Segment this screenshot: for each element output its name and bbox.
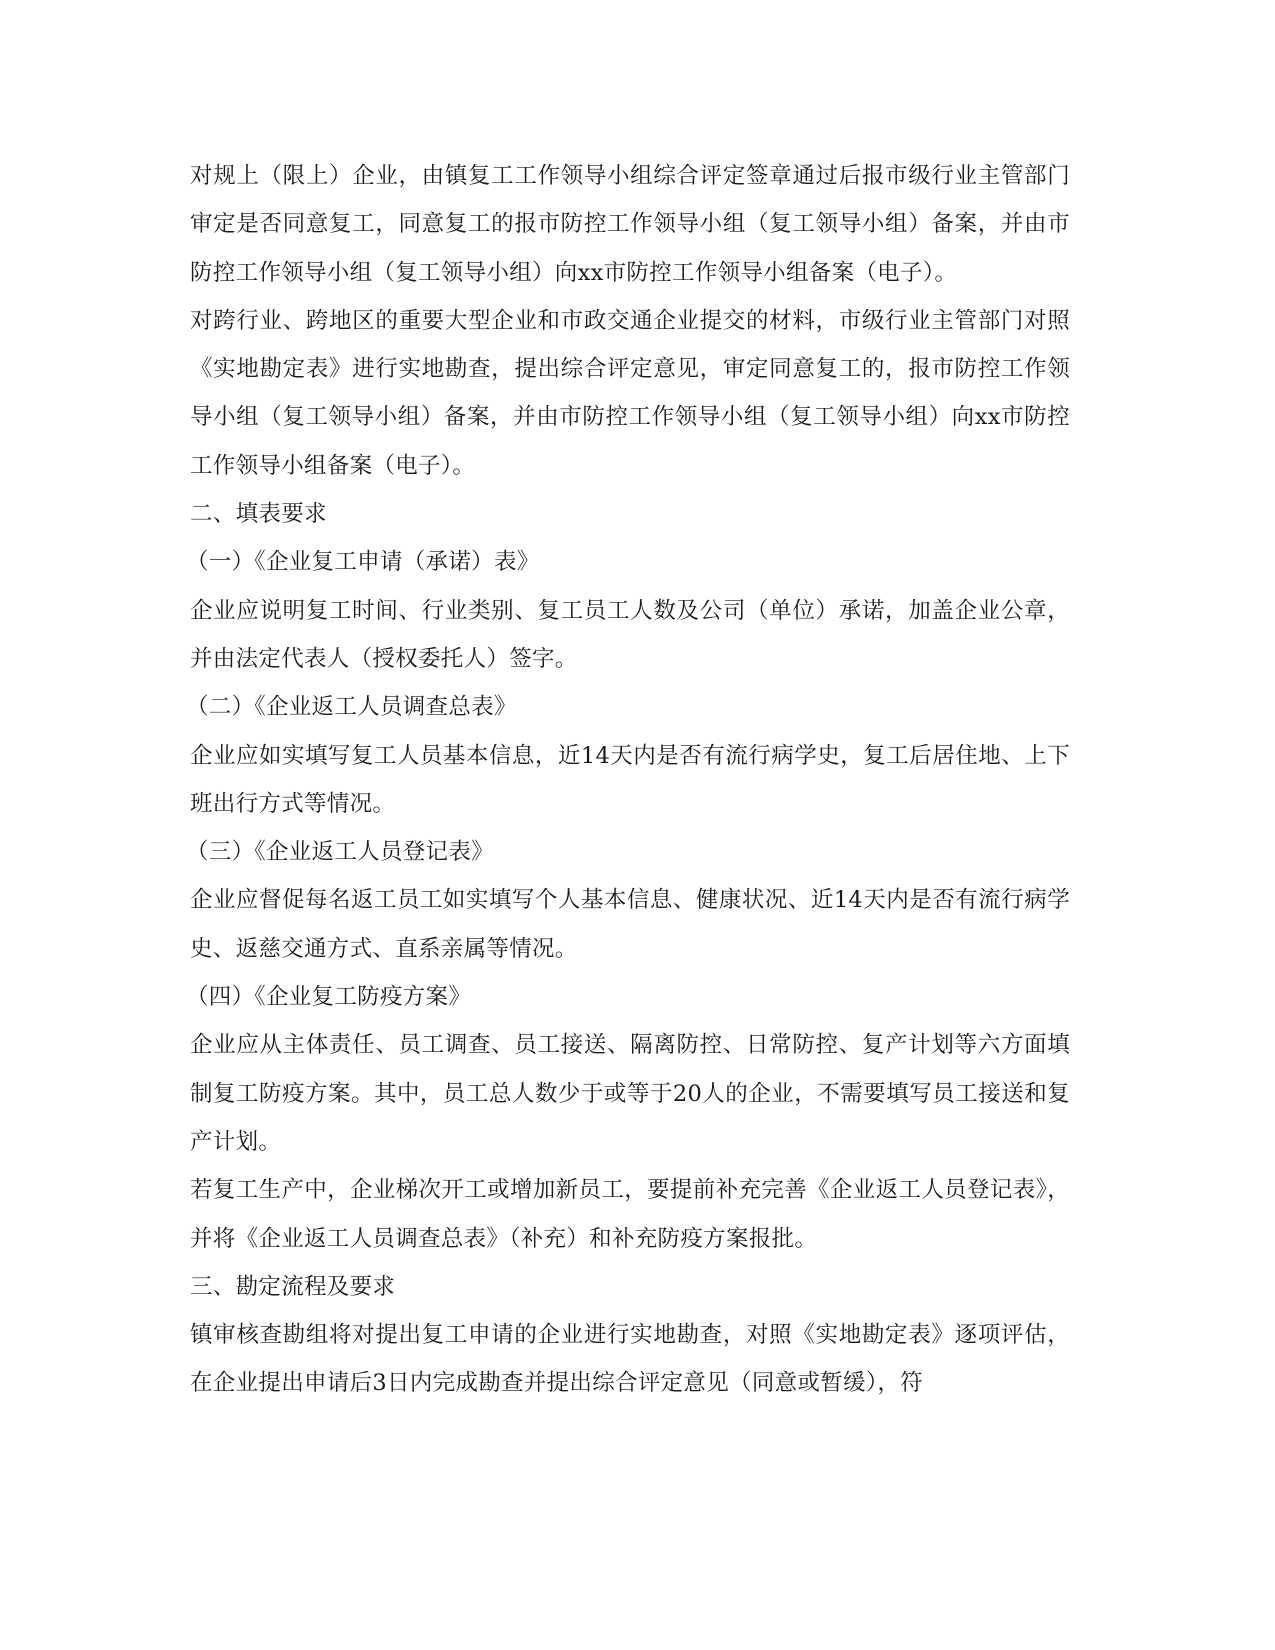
document-body [186,152,1070,1408]
section-heading-form-requirements: 二、填表要求 [190,501,327,528]
paragraph-survey-summary: 企业应如实填写复工人员基本信息，近14天内是否有流行病学史，复工后居住地、上下班出行方式等情况。 [190,742,1070,817]
paragraph-approval-cross-industry: 对跨行业、跨地区的重要大型企业和市政交通企业提交的材料，市级行业主管部门对照《实地勘定表》进行实地勘查，提出综合评定意见，审定同意复工的，报市防控工作领导小组（复工领导小组）备案，并由市防控工作领导小组（复工领导小组）向xx市防控工作领导小组备案（电子）。 [190,307,1070,479]
paragraph-registration-form: 企业应督促每名返工员工如实填写个人基本信息、健康状况、近14天内是否有流行病学史、返慈交通方式、直系亲属等情况。 [190,887,1070,962]
subheading-application-form: （一）《企业复工申请（承诺）表》 [186,549,540,576]
subheading-epidemic-plan: （四）《企业复工防疫方案》 [186,984,472,1011]
paragraph-supplementary: 若复工生产中，企业梯次开工或增加新员工，要提前补充完善《企业返工人员登记表》，并将《企业返工人员调查总表》（补充）和补充防疫方案报批。 [190,1177,1070,1252]
paragraph-epidemic-plan: 企业应从主体责任、员工调查、员工接送、隔离防控、日常防控、复产计划等六方面填制复工防疫方案。其中，员工总人数少于或等于20人的企业，不需要填写员工接送和复产计划。 [190,1032,1070,1155]
subheading-survey-summary: （二）《企业返工人员调查总表》 [186,694,517,721]
paragraph-application-form: 企业应说明复工时间、行业类别、复工员工人数及公司（单位）承诺，加盖企业公章，并由法定代表人（授权委托人）签字。 [190,597,1070,672]
section-heading-inspection-process: 三、勘定流程及要求 [190,1273,396,1300]
paragraph-approval-regular-enterprises: 对规上（限上）企业，由镇复工工作领导小组综合评定签章通过后报市级行业主管部门审定是否同意复工，同意复工的报市防控工作领导小组（复工领导小组）备案，并由市防控工作领导小组（复工领导小组）向xx市防控工作领导小组备案（电子）。 [190,163,1070,286]
paragraph-inspection-process: 镇审核查勘组将对提出复工申请的企业进行实地勘查，对照《实地勘定表》逐项评估，在企业提出申请后3日内完成勘查并提出综合评定意见（同意或暂缓），符 [190,1322,1070,1397]
subheading-registration-form: （三）《企业返工人员登记表》 [186,839,494,866]
